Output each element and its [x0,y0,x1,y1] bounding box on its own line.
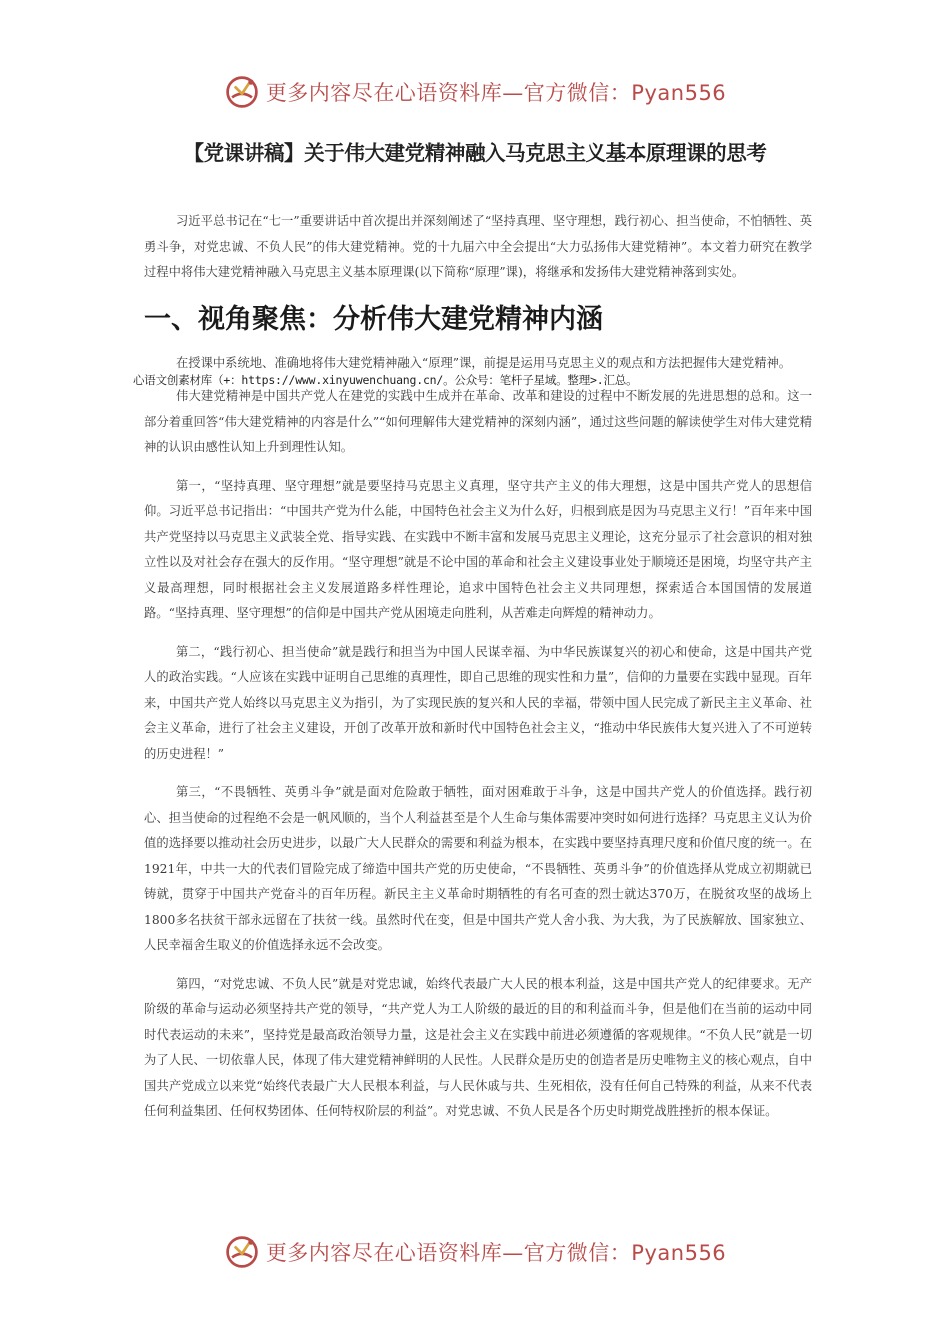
banner-text: 更多内容尽在心语资料库—官方微信：Pyan556 [265,1241,727,1265]
section-paragraph-3: 第一，“坚持真理、坚守理想”就是要坚持马克思主义真理，坚守共产主义的伟大理想，这是中国共产党人的思想信仰。习近平总书记指出：“中国共产党为什么能，中国特色社会主义为什么好，归根到底是因为马克思主义行！”百年来中国共产党坚持以马克思主义武装全党、指导实践、在实践中不断丰富和发展马克思主义理论，这充分显示了社会意识的相对独立性以及对社会存在强大的反作用。“坚守理想”就是不论中国的革命和社会主义建设事业处于顺境还是困境，均坚守共产主义最高理想，同时根据社会主义发展道路多样性理论，追求中国特色社会主义共同理想，探索适合本国国情的发展道路。“坚持真理、坚守理想”的信仰是中国共产党从困境走向胜利，从苦难走向辉煌的精神动力。 [144,478,812,620]
section-paragraph-6: 第四，“对党忠诚、不负人民”就是对党忠诚，始终代表最广大人民的根本利益，这是中国共产党人的纪律要求。无产阶级的革命与运动必须坚持共产党的领导，“共产党人为工人阶级的最近的目的和利益而斗争，但是他们在当前的运动中同时代表运动的未来”，坚持党是最高政治领导力量，这是社会主义在实践中前进必须遵循的客观规律。“不负人民”就是一切为了人民、一切依靠人民，体现了伟大建党精神鲜明的人民性。人民群众是历史的创造者是历史唯物主义的核心观点，自中国共产党成立以来党“始终代表最广大人民根本利益，与人民休戚与共、生死相依，没有任何自己特殊的利益，从来不代表任何利益集团、任何权势团体、任何特权阶层的利益”。对党忠诚、不负人民是各个历史时期党战胜挫折的根本保证。 [144,976,812,1118]
section-heading: 一、视角聚焦：分析伟大建党精神内涵 [144,304,603,335]
section-body-cont [144,384,812,1138]
section-paragraph-5: 第三，“不畏牺牲、英勇斗争”就是面对危险敢于牺牲，面对困难敢于斗争，这是中国共产党人的价值选择。践行初心、担当使命的过程绝不会是一帆风顺的，当个人利益甚至是个人生命与集体需要冲突时如何进行选择？马克思主义认为价值的选择要以推动社会历史进步，以最广大人民群众的需要和利益为根本，在实践中要坚持真理尺度和价值尺度的统一。在1921年，中共一大的代表们冒险完成了缔造中国共产党的历史使命，“不畏牺牲、英勇斗争”的价值选择从党成立初期就已铸就，贯穿于中国共产党奋斗的百年历程。新民主主义革命时期牺牲的有名可查的烈士就达370万，在脱贫攻坚的战场上1800多名扶贫干部永远留在了扶贫一线。虽然时代在变，但是中国共产党人舍小我、为大我，为了民族解放、国家独立、人民幸福舍生取义的价值选择永远不会改变。 [144,785,812,952]
section-paragraph-1: 在授课中系统地、准确地将伟大建党精神融入“原理”课，前提是运用马克思主义的观点和方法把握伟大建党精神。 [175,356,792,370]
banner-text: 更多内容尽在心语资料库—官方微信：Pyan556 [265,81,727,105]
footer-banner [0,1230,950,1274]
source-line: 心语文创素材库（+：https://www.xinyuwenchuang.cn/。公众号：笔杆子星域。整理>.汇总。 [133,373,638,387]
book-logo-icon [224,74,260,110]
section-paragraph-2: 伟大建党精神是中国共产党人在建党的实践中生成并在革命、改革和建设的过程中不断发展的先进思想的总和。这一部分着重回答“伟大建党精神的内容是什么”“如何理解伟大建党精神的深刻内涵”，通过这些问题的解读使学生对伟大建党精神的认识由感性认知上升到理性认知。 [144,389,812,454]
book-logo-icon [224,1234,260,1270]
section-paragraph-4: 第二，“践行初心、担当使命”就是践行和担当为中国人民谋幸福、为中华民族谋复兴的初心和使命，这是中国共产党人的政治实践。“人应该在实践中证明自己思维的真理性，即自己思维的现实性和力量”，信仰的力量要在实践中显现。百年来，中国共产党人始终以马克思主义为指引，为了实现民族的复兴和人民的幸福，带领中国人民完成了新民主主义革命、社会主义革命，进行了社会主义建设，开创了改革开放和新时代中国特色社会主义，“推动中华民族伟大复兴进入了不可逆转的历史进程！” [144,644,812,761]
intro-block [144,209,812,299]
document-title: 【党课讲稿】关于伟大建党精神融入马克思主义基本原理课的思考 [183,141,767,165]
intro-paragraph: 习近平总书记在“七一”重要讲话中首次提出并深刻阐述了“坚持真理、坚守理想，践行初心、担当使命，不怕牺牲、英勇斗争，对党忠诚、不负人民”的伟大建党精神。党的十九届六中全会提出“大力弘扬伟大建党精神”。本文着力研究在教学过程中将伟大建党精神融入马克思主义基本原理课(以下简称“原理”课)，将继承和发扬伟大建党精神落到实处。 [144,214,812,279]
header-banner [0,70,950,114]
